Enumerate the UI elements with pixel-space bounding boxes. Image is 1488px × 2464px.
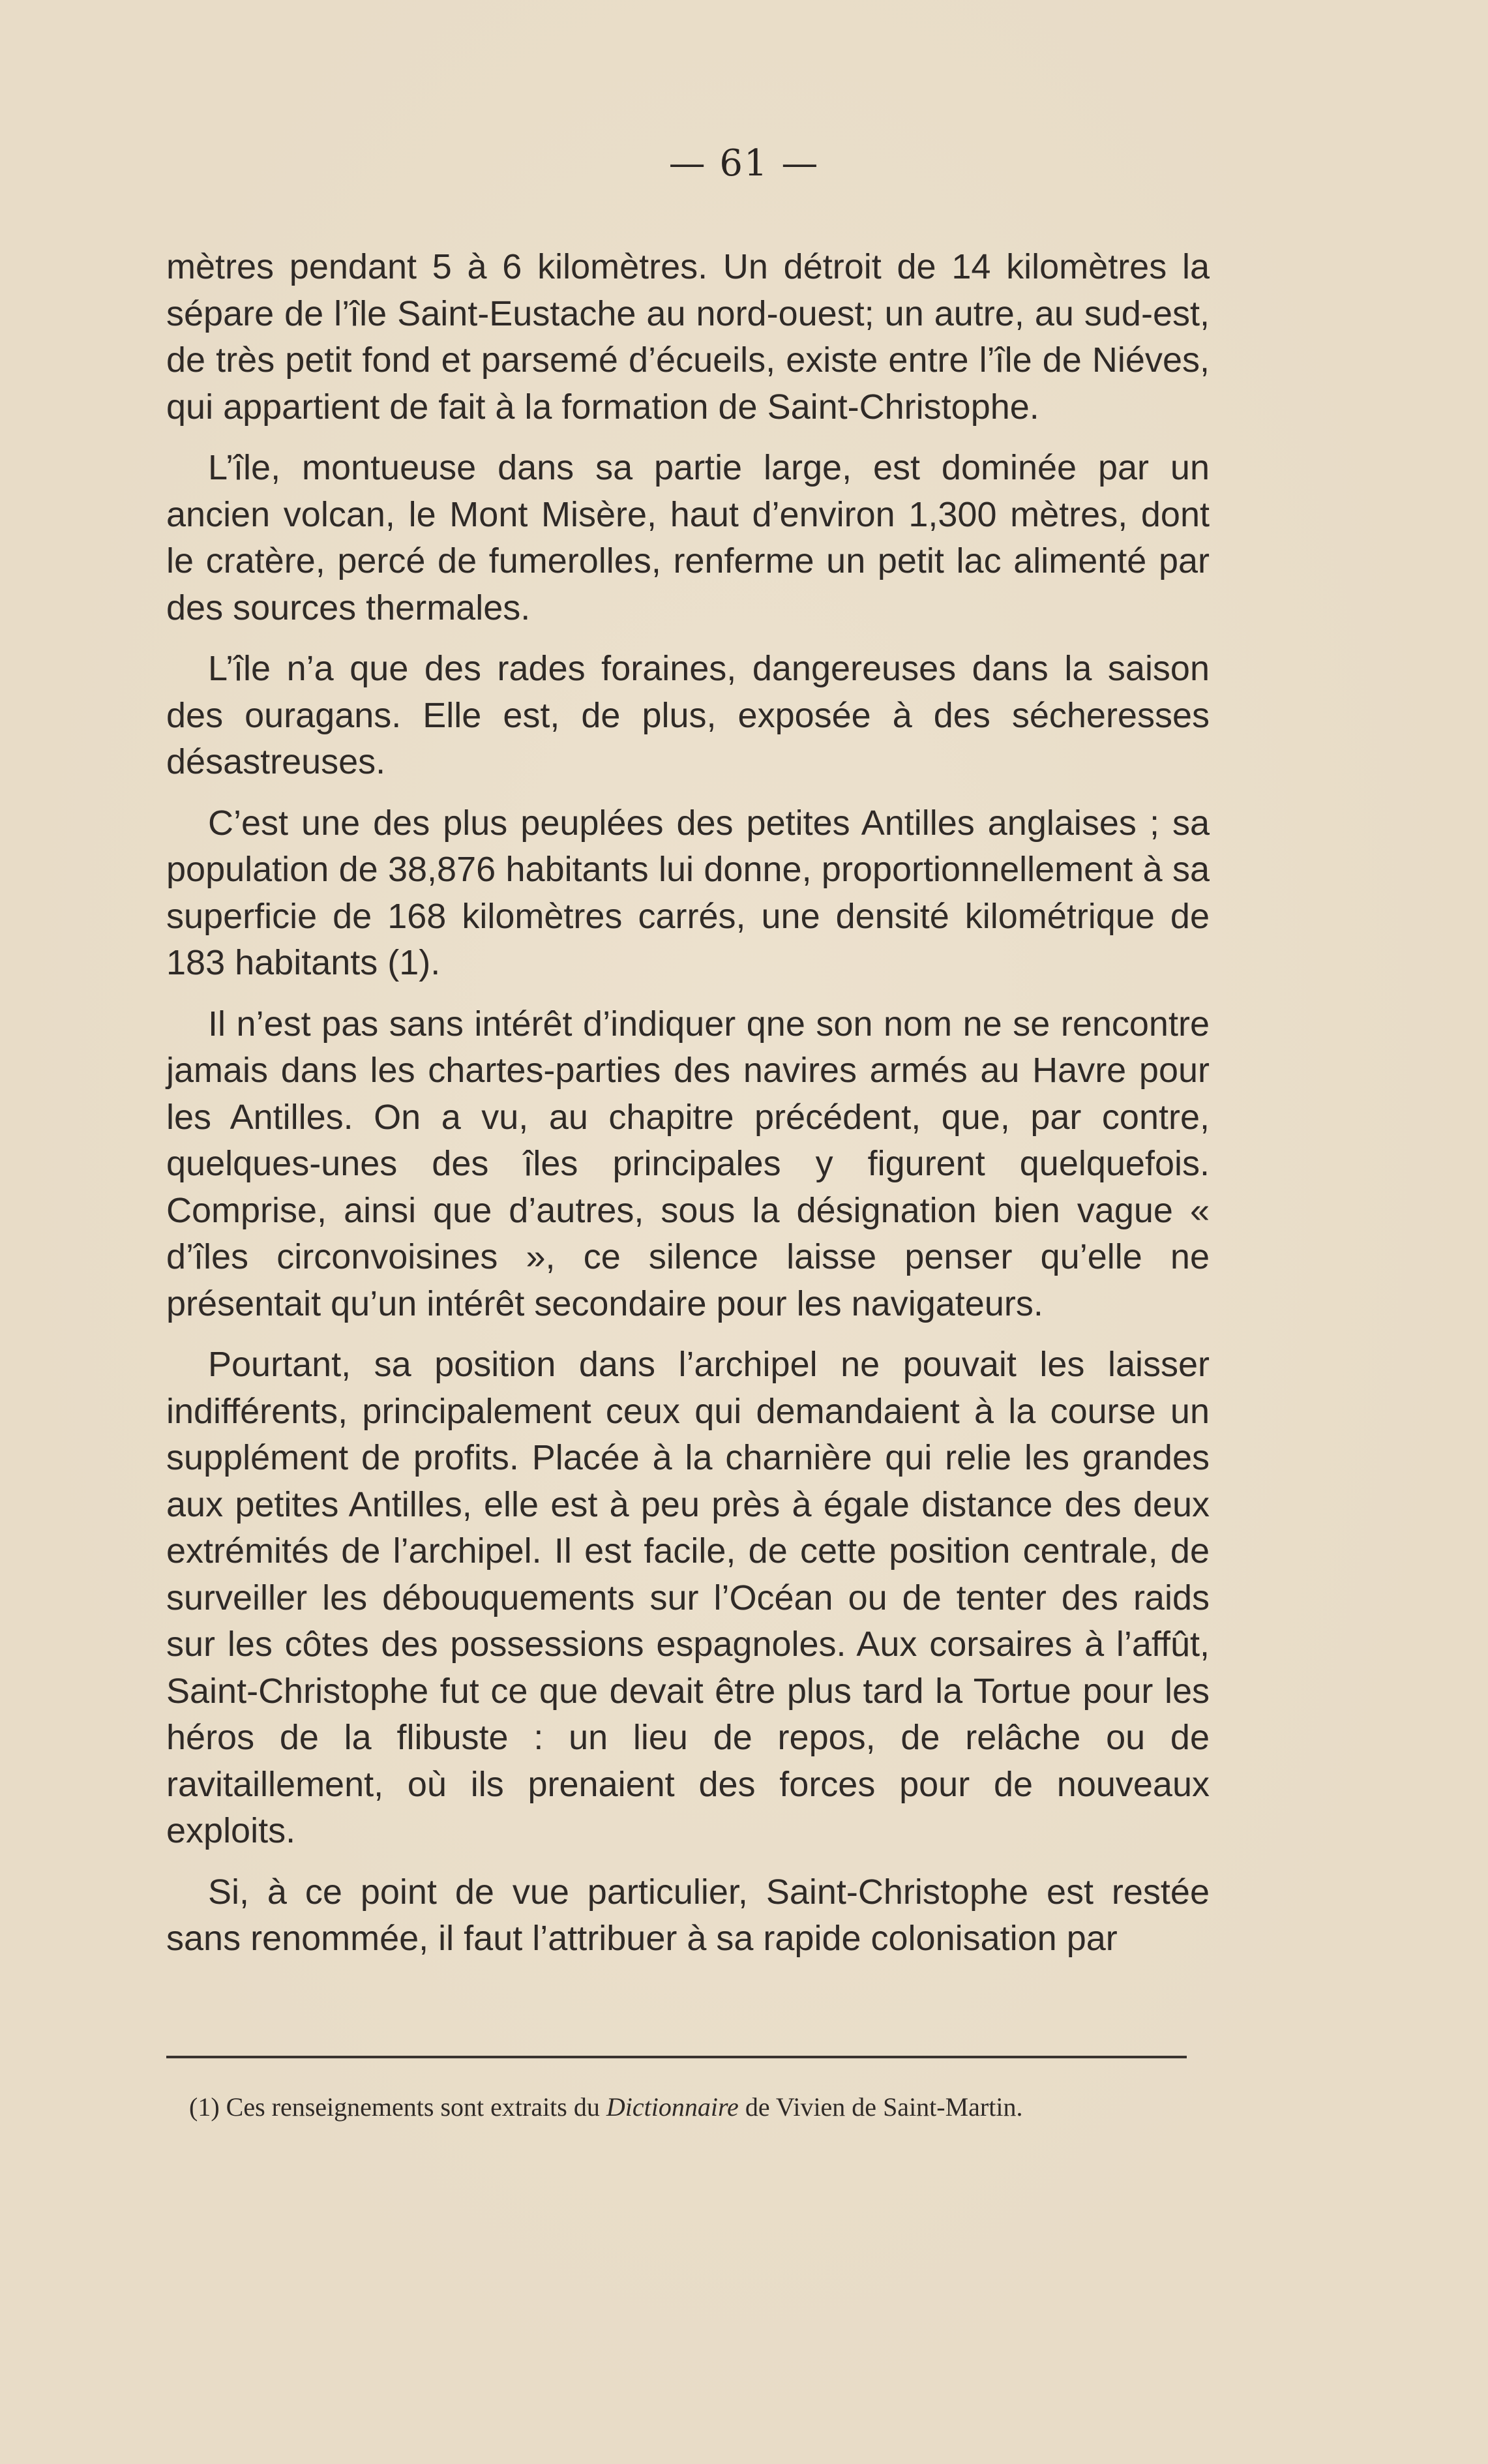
footnote-text-after: de Vivien de Saint-Martin. [745, 2092, 1023, 2122]
footnote-title: Dictionnaire [606, 2092, 739, 2122]
paragraph-4: C’est une des plus peuplées des petites Antilles anglaises ; sa population de 38,876 habitants lui donne, proportionnellement à sa superficie de 168 kilomètres carrés, une densité kilométrique de 183 habitants (1). [166, 803, 1210, 982]
footnote-text-before: Ces renseignements sont extraits du [226, 2092, 600, 2122]
paragraph-5: Il n’est pas sans intérêt d’indiquer qne son nom ne se rencontre jamais dans les chartes-parties des navires armés au Havre pour les Antilles. On a vu, au chapitre précédent, que, par contre, quelques-unes des îles principales y figurent quelquefois. Comprise, ainsi que d’autres, sous la désignation bien vague « d’îles circonvoisines », ce silence laisse penser qu’elle ne présentait qu’un intérêt secondaire pour les navigateurs. [166, 1004, 1210, 1323]
paragraph-2: L’île, montueuse dans sa partie large, est dominée par un ancien volcan, le Mont Misère, haut d’environ 1,300 mètres, dont le cratère, percé de fumerolles, renferme un petit lac alimenté par des sources thermales. [166, 448, 1210, 627]
body-text [166, 244, 1210, 1977]
paragraph-1: mètres pendant 5 à 6 kilomètres. Un détroit de 14 kilomètres la sépare de l’île Saint-Eustache au nord-ouest; un autre, au sud-est, de très petit fond et parsemé d’écueils, existe entre l’île de Niéves, qui appartient de fait à la formation de Saint-Christophe. [166, 247, 1210, 427]
paragraph-6: Pourtant, sa position dans l’archipel ne pouvait les laisser indifférents, principalement ceux qui demandaient à la course un supplément de profits. Placée à la charnière qui relie les grandes aux petites Antilles, elle est à peu près à égale distance des deux extrémités de l’archipel. Il est facile, de cette position centrale, de surveiller les débouquements sur l’Océan ou de tenter des raids sur les côtes des possessions espagnoles. Aux corsaires à l’affût, Saint-Christophe fut ce que devait être plus tard la Tortue pour les héros de la flibuste : un lieu de repos, de relâche ou de ravitaillement, où ils prenaient des forces pour de nouveaux exploits. [166, 1345, 1210, 1850]
footnote-divider [166, 2056, 1187, 2058]
page-number: — 61 — [668, 142, 820, 185]
footnote-marker: (1) [189, 2092, 220, 2122]
footnote [189, 2090, 1219, 2124]
paragraph-7: Si, à ce point de vue particulier, Saint-Christophe est restée sans renommée, il faut l’attribuer à sa rapide colonisation par [166, 1872, 1210, 1958]
paragraph-3: L’île n’a que des rades foraines, dangereuses dans la saison des ouragans. Elle est, de plus, exposée à des sécheresses désastreuses. [166, 649, 1210, 781]
